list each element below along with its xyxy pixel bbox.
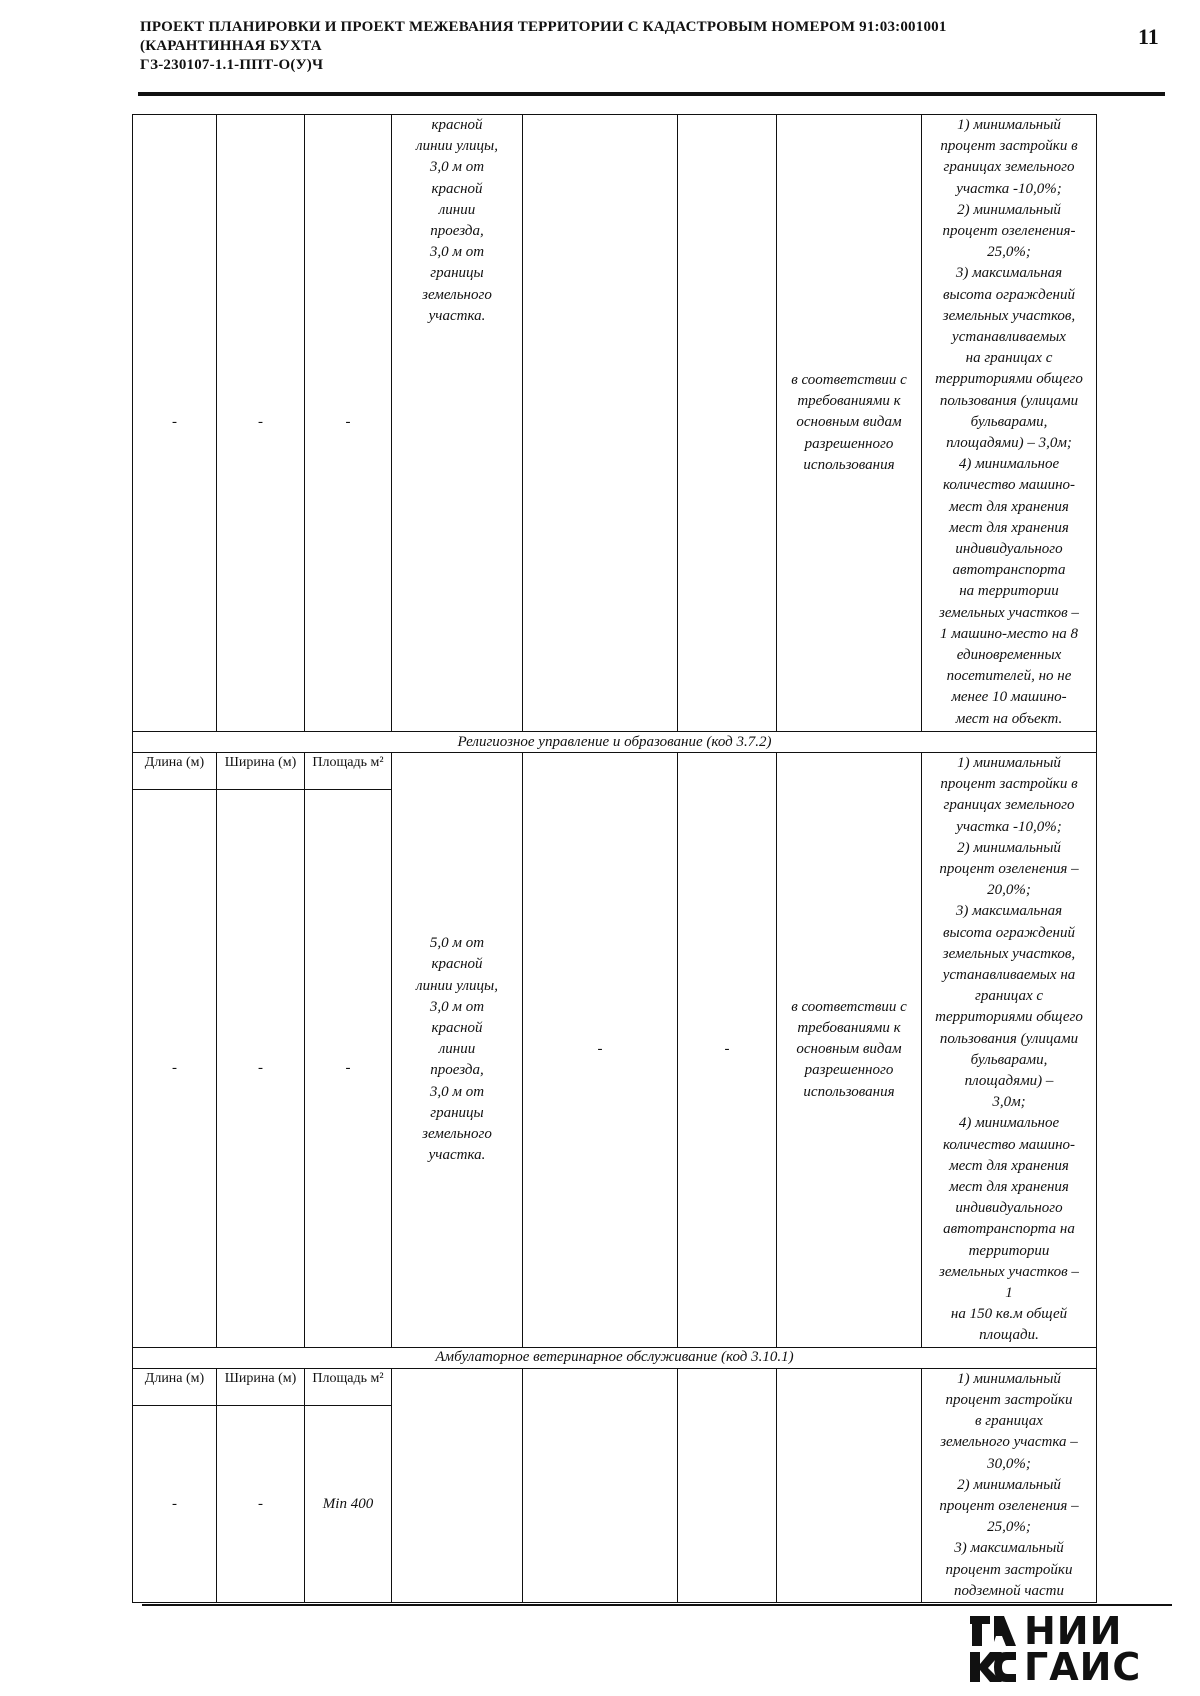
- cell-text-line: территориями общего: [935, 1009, 1083, 1026]
- cell-text-line: площадями) – 3,0м;: [946, 435, 1072, 452]
- cell-text-line: бульварами,: [970, 413, 1048, 430]
- cell-empty-5: [523, 115, 678, 732]
- cell-text-line: земельного: [422, 286, 492, 303]
- cell-empty: [523, 1368, 678, 1602]
- cell-text-line: 3,0 м от: [429, 1083, 485, 1100]
- cell-text-line: границах с: [974, 988, 1044, 1005]
- cell-text-line: 1) минимальный: [957, 755, 1061, 771]
- cell-compliance: [777, 753, 922, 1348]
- cell-text-line: подземной части: [954, 1582, 1064, 1599]
- cell-text-line: 25,0%;: [987, 244, 1031, 261]
- table-row: [133, 1368, 1097, 1406]
- cell-text-line: мест для хранения: [949, 1179, 1069, 1196]
- section-title: Амбулаторное ветеринарное обслуживание (код 3.10.1): [133, 1347, 1097, 1368]
- cell-text-line: высота ограждений: [943, 924, 1075, 941]
- page-number: 11: [1138, 24, 1159, 49]
- cell-parameters: [922, 1368, 1097, 1602]
- cell-text-line: 20,0%;: [987, 882, 1031, 899]
- cell-text-line: требованиями к: [797, 1020, 901, 1037]
- header-document-code: ГЗ-230107-1.1-ППТ-О(У)Ч: [140, 57, 324, 73]
- cell-text-line: территории: [968, 1242, 1050, 1259]
- cell-text-line: на границах с: [965, 350, 1053, 367]
- cell-text-line: 1 машино-место на 8: [939, 625, 1079, 642]
- cell-text-line: 25,0%;: [987, 1519, 1031, 1536]
- cell-length-value: -: [133, 790, 217, 1348]
- section-row-veterinary: [133, 1347, 1097, 1368]
- cell-text-line: устанавливаемых на: [942, 967, 1076, 984]
- cell-text-line: 4) минимальное: [958, 1115, 1060, 1132]
- cell-text-line: земельных участков,: [942, 307, 1076, 324]
- footer-rule: [142, 1604, 1172, 1606]
- cell-width-value: -: [217, 1406, 305, 1603]
- cell-text-line: 30,0%;: [987, 1455, 1031, 1472]
- cell-text-line: 5,0 м от: [429, 935, 485, 952]
- cell-text-line: 2) минимальный: [957, 201, 1061, 218]
- header-length: Длина (м): [133, 1368, 217, 1406]
- cell-text-line: линии улицы,: [416, 138, 498, 155]
- cell-text-line: 1) минимальный: [957, 117, 1061, 133]
- cell-text-line: количество машино-: [942, 477, 1076, 494]
- cell-length-value: -: [133, 1406, 217, 1603]
- cell-text-line: линии улицы,: [416, 977, 498, 994]
- logo-mark-icon: [968, 1612, 1018, 1684]
- cell-text-line: 2) минимальный: [957, 839, 1061, 856]
- cell-text-line: пользования (улицами: [939, 1030, 1079, 1047]
- cell-text-line: площади.: [979, 1327, 1039, 1344]
- header-title-line-1: ПРОЕКТ ПЛАНИРОВКИ И ПРОЕКТ МЕЖЕВАНИЯ ТЕРРИТОРИИ С КАДАСТРОВЫМ НОМЕРОМ 91:03:001001: [140, 19, 947, 35]
- cell-empty: [392, 1368, 523, 1602]
- cell-area-value: Min 400: [305, 1406, 392, 1603]
- cell-compliance: [777, 115, 922, 732]
- cell-text-line: индивидуального: [955, 1200, 1063, 1217]
- header-rule: [138, 92, 1165, 96]
- cell-text-line: процент застройки в: [940, 776, 1078, 793]
- cell-text-line: основным видам: [796, 414, 902, 431]
- cell-text-line: автотранспорта на: [943, 1221, 1075, 1238]
- cell-text-line: границах земельного: [943, 797, 1075, 814]
- cell-text-line: 4) минимальное: [958, 456, 1060, 473]
- cell-text-line: мест для хранения: [949, 519, 1069, 536]
- cell-text-line: границы: [430, 1104, 484, 1121]
- cell-length-value: -: [133, 115, 217, 732]
- cell-text-line: индивидуального: [955, 541, 1063, 558]
- document-header: [140, 18, 1120, 75]
- cell-text-line: границы: [430, 265, 484, 282]
- cell-area-value: -: [305, 790, 392, 1348]
- cell-text-line: 1: [1005, 1285, 1013, 1302]
- cell-text-line: пользования (улицами: [939, 392, 1079, 409]
- table-row: [133, 753, 1097, 790]
- cell-text-line: процент застройки: [945, 1391, 1073, 1408]
- cell-text-line: разрешенного: [804, 435, 894, 452]
- cell-width-value: -: [217, 115, 305, 732]
- logo-text-line-2: ГАИС: [1024, 1645, 1142, 1689]
- cell-text-line: участка -10,0%;: [956, 818, 1062, 835]
- cell-text-line: высота ограждений: [943, 286, 1075, 303]
- cell-text-line: земельных участков,: [942, 945, 1076, 962]
- cell-text-line: в границах: [975, 1413, 1043, 1430]
- cell-text-line: процент озеленения –: [939, 861, 1079, 878]
- cell-text-line: в соответствии с: [791, 371, 907, 388]
- cell-text-line: посетителей, но не: [946, 668, 1072, 685]
- cell-text-line: красной: [431, 180, 483, 197]
- cell-parameters: [922, 115, 1097, 732]
- cell-text-line: 3,0 м от: [429, 159, 485, 176]
- cell-text-line: участка.: [428, 307, 486, 324]
- cell-text-line: 3) максимальная: [955, 903, 1063, 920]
- header-title-line-2: (КАРАНТИННАЯ БУХТА: [140, 38, 322, 54]
- cell-text-line: на территории: [959, 583, 1059, 600]
- section-title: Религиозное управление и образование (код 3.7.2): [133, 732, 1097, 753]
- cell-text-line: мест для хранения: [949, 498, 1069, 515]
- cell-text-line: процент застройки: [945, 1561, 1073, 1578]
- cell-area-value: -: [305, 115, 392, 732]
- cell-text-line: 3,0м;: [992, 1094, 1026, 1111]
- cell-text-line: земельного: [422, 1126, 492, 1143]
- cell-empty: [678, 1368, 777, 1602]
- cell-empty-6: [678, 115, 777, 732]
- cell-text-line: земельных участков –: [939, 604, 1079, 621]
- cell-text-line: земельного участка –: [940, 1434, 1078, 1451]
- regulations-table: [132, 114, 1097, 1603]
- header-length: Длина (м): [133, 753, 217, 790]
- cell-width-value: -: [217, 790, 305, 1348]
- cell-setback: [392, 753, 523, 1348]
- cell-value-5: -: [523, 753, 678, 1348]
- cell-text-line: проезда,: [430, 1062, 484, 1079]
- cell-text-line: единовременных: [956, 647, 1062, 664]
- cell-text-line: линии: [438, 1041, 476, 1058]
- cell-text-line: требованиями к: [797, 393, 901, 410]
- cell-text-line: мест для хранения: [949, 1157, 1069, 1174]
- cell-setback: [392, 115, 523, 732]
- cell-text-line: устанавливаемых: [952, 329, 1066, 346]
- cell-text-line: автотранспорта: [952, 562, 1066, 579]
- cell-text-line: процент застройки в: [940, 138, 1078, 155]
- cell-text-line: участка.: [428, 1147, 486, 1164]
- logo-text-line-1: НИИ: [1024, 1609, 1123, 1653]
- cell-text-line: в соответствии с: [791, 998, 907, 1015]
- cell-text-line: разрешенного: [804, 1062, 894, 1079]
- cell-text-line: 3,0 м от: [429, 244, 485, 261]
- cell-text-line: линии: [438, 201, 476, 218]
- cell-parameters: [922, 753, 1097, 1348]
- cell-text-line: процент озеленения –: [939, 1497, 1079, 1514]
- niigais-logo: [968, 1609, 1158, 1689]
- section-row-religious: [133, 732, 1097, 753]
- cell-text-line: количество машино-: [942, 1136, 1076, 1153]
- cell-text-line: красной: [431, 956, 483, 973]
- cell-text-line: границах земельного: [943, 159, 1075, 176]
- cell-text-line: бульварами,: [970, 1051, 1048, 1068]
- header-width: Ширина (м): [217, 753, 305, 790]
- cell-text-line: территориями общего: [935, 371, 1083, 388]
- cell-text-line: использования: [803, 456, 895, 473]
- cell-text-line: 3) максимальный: [954, 1540, 1064, 1557]
- cell-text-line: площадями) –: [964, 1073, 1054, 1090]
- cell-text-line: красной: [431, 117, 483, 133]
- header-area: Площадь м²: [305, 1368, 392, 1406]
- cell-text-line: на 150 кв.м общей: [950, 1306, 1068, 1323]
- cell-value-6: -: [678, 753, 777, 1348]
- cell-text-line: 2) минимальный: [957, 1476, 1061, 1493]
- cell-text-line: использования: [803, 1083, 895, 1100]
- cell-text-line: 3,0 м от: [429, 998, 485, 1015]
- cell-text-line: проезда,: [430, 223, 484, 240]
- cell-text-line: процент озеленения-: [942, 223, 1076, 240]
- cell-text-line: 3) максимальная: [955, 265, 1063, 282]
- table-row: [133, 115, 1097, 732]
- cell-text-line: 1) минимальный: [957, 1370, 1061, 1387]
- header-width: Ширина (м): [217, 1368, 305, 1406]
- cell-text-line: менее 10 машино-: [951, 689, 1067, 706]
- cell-text-line: мест на объект.: [955, 710, 1063, 727]
- cell-empty: [777, 1368, 922, 1602]
- cell-text-line: основным видам: [796, 1041, 902, 1058]
- cell-text-line: земельных участков –: [939, 1263, 1079, 1280]
- cell-text-line: участка -10,0%;: [956, 180, 1062, 197]
- header-area: Площадь м²: [305, 753, 392, 790]
- cell-text-line: красной: [431, 1020, 483, 1037]
